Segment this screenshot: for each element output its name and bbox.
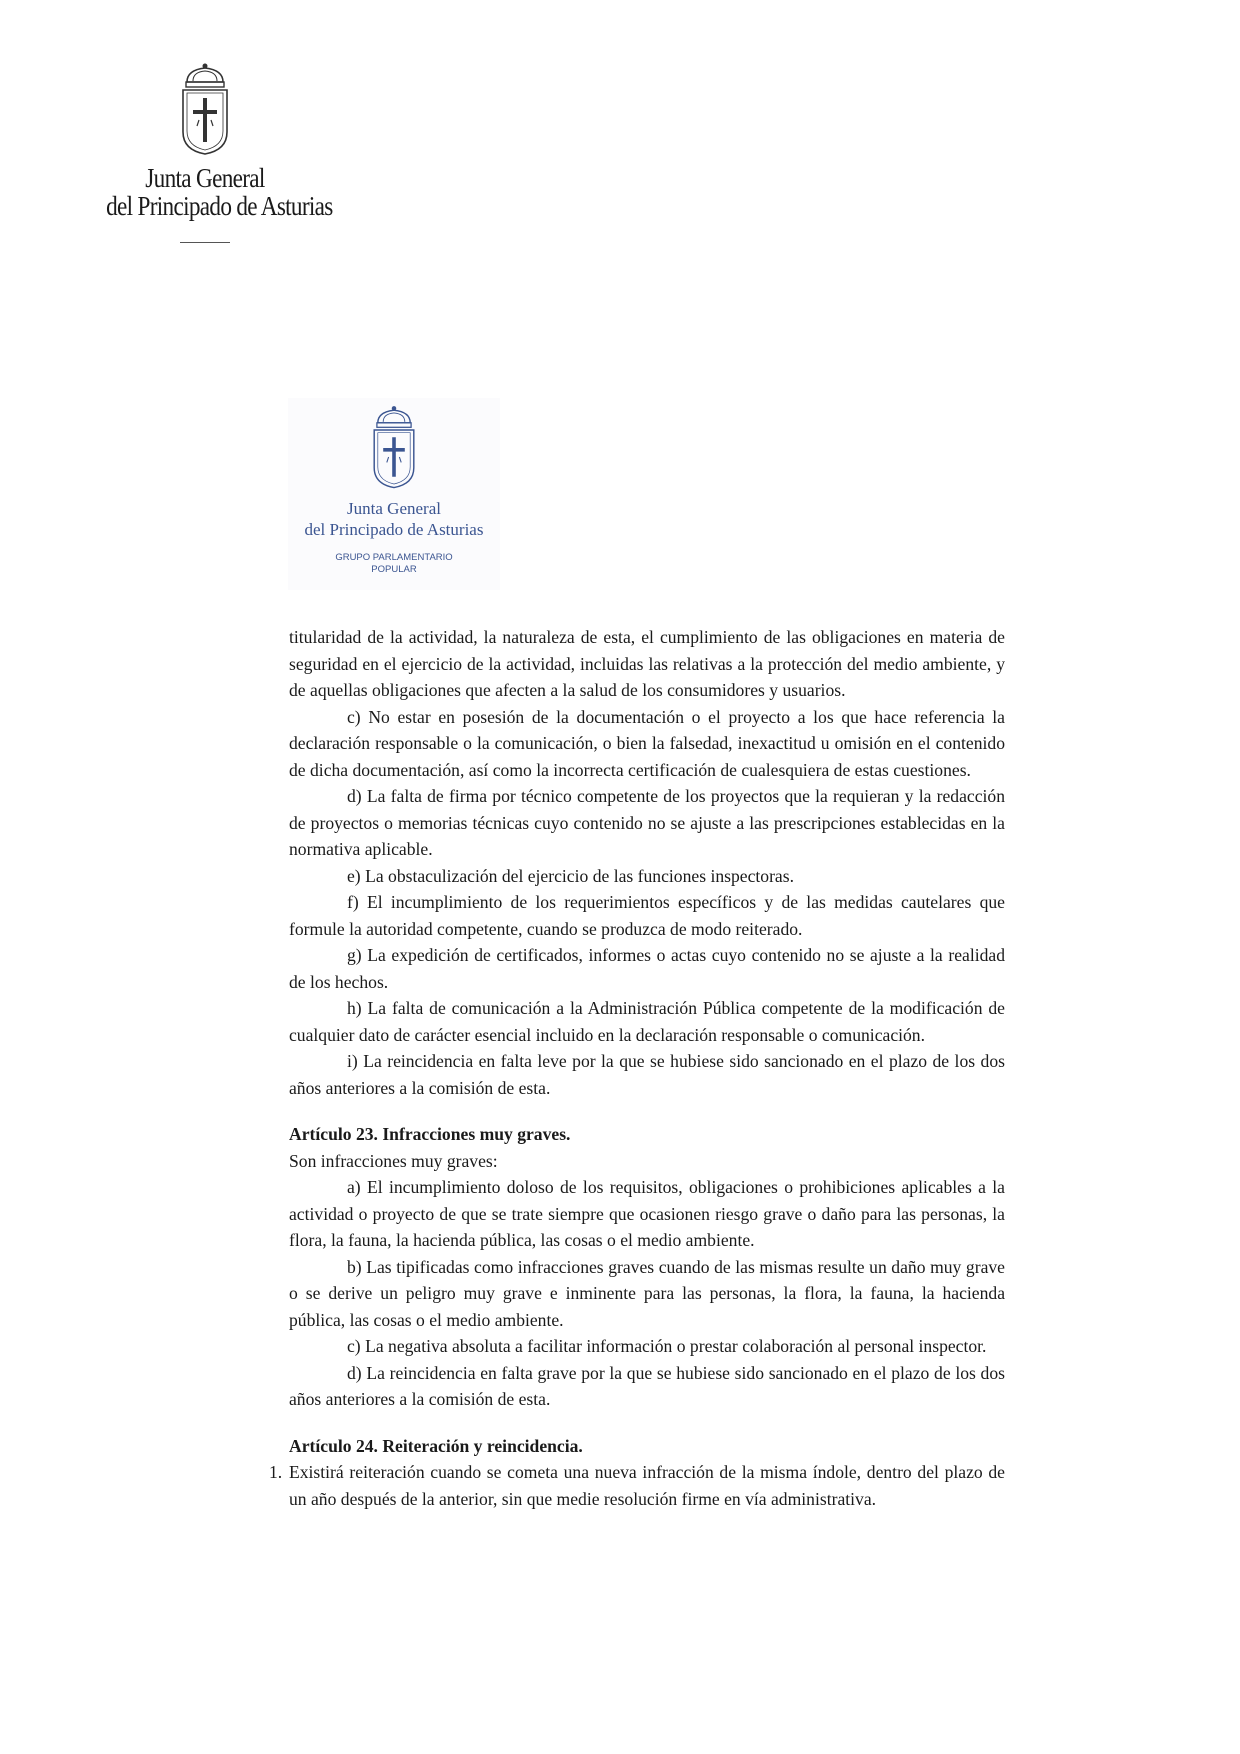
- group-logo: [288, 398, 500, 590]
- article-23-item-d: d) La reincidencia en falta grave por la que se hubiese sido sancionado en el plazo de los dos años anteriores a la comisión de esta.: [289, 1362, 1005, 1409]
- spacer: [289, 1101, 1005, 1121]
- list-item: [269, 1459, 1005, 1512]
- article-23-intro: Son infracciones muy graves:: [289, 1150, 498, 1171]
- article-24-list: [269, 1459, 1005, 1512]
- paragraph-item-g: g) La expedición de certificados, informes o actas cuyo contenido no se ajuste a la realidad de los hechos.: [289, 945, 1005, 992]
- paragraph-item-e: e) La obstaculización del ejercicio de las funciones inspectoras.: [347, 865, 794, 886]
- header-title-line2: del Principado de Asturias: [106, 191, 333, 221]
- paragraph-item-c: c) No estar en posesión de la documentación o el proyecto a los que hace referencia la declaración responsable o la comunicación, o bien la falsedad, inexactitud u omisión en el contenido de dicha documentación, así como la incorrecta certificación de cualesquiera de estas cuestiones.: [289, 706, 1005, 780]
- spacer: [289, 1413, 1005, 1433]
- paragraph-continuation: titularidad de la actividad, la naturaleza de esta, el cumplimiento de las obligaciones en materia de seguridad en el ejercicio de la actividad, incluidas las relativas a la protección del medio ambiente, y de aquellas obligaciones que afecten a la salud de los consumidores y usuarios.: [289, 627, 1005, 700]
- paragraph-item-i: i) La reincidencia en falta leve por la que se hubiese sido sancionado en el plazo de los dos años anteriores a la comisión de esta.: [289, 1051, 1005, 1098]
- header-divider: [180, 242, 230, 243]
- list-item-number: 1.: [269, 1462, 283, 1482]
- group-logo-sub1: GRUPO PARLAMENTARIO: [335, 552, 453, 563]
- header-logo: [90, 62, 333, 243]
- crest-of-asturias-icon: [367, 402, 421, 494]
- paragraph-item-h: h) La falta de comunicación a la Administración Pública competente de la modificación de cualquier dato de carácter esencial incluido en la declaración responsable o comunicación.: [289, 998, 1005, 1045]
- crest-of-asturias-icon: [175, 62, 235, 158]
- article-23-item-b: b) Las tipificadas como infracciones graves cuando de las mismas resulte un daño muy grave o se derive un peligro muy grave e inminente para las personas, la flora, la fauna, la hacienda pública, las cosas o el medio ambiente.: [289, 1256, 1005, 1330]
- document-body: [269, 624, 1005, 1512]
- article-23-heading: Artículo 23. Infracciones muy graves.: [289, 1124, 571, 1144]
- group-logo-sub2: POPULAR: [371, 564, 417, 575]
- article-23-item-a: a) El incumplimiento doloso de los requisitos, obligaciones o prohibiciones aplicables a la actividad o proyecto de que se trate siempre que ocasionen riesgo grave o daño para las personas, la flora, la fauna, la hacienda pública, las cosas o el medio ambiente.: [289, 1177, 1005, 1250]
- group-logo-line2: del Principado de Asturias: [304, 520, 484, 539]
- paragraph-item-f: f) El incumplimiento de los requerimientos específicos y de las medidas cautelares que formule la autoridad competente, cuando se produzca de modo reiterado.: [289, 892, 1005, 939]
- paragraph-item-d: d) La falta de firma por técnico competente de los proyectos que la requieran y la redacción de proyectos o memorias técnicas cuyo contenido no se ajuste a las prescripciones establecidas en la normativa aplicable.: [289, 786, 1005, 859]
- header-title-line1: Junta General: [145, 163, 265, 193]
- article-23-item-c: c) La negativa absoluta a facilitar información o prestar colaboración al personal inspector.: [347, 1336, 987, 1356]
- group-logo-line1: Junta General: [347, 499, 441, 518]
- article-24-heading: Artículo 24. Reiteración y reincidencia.: [289, 1435, 583, 1456]
- list-item-text: Existirá reiteración cuando se cometa una nueva infracción de la misma índole, dentro del plazo de un año después de la anterior, sin que medie resolución firme en vía administrativa.: [289, 1462, 1005, 1509]
